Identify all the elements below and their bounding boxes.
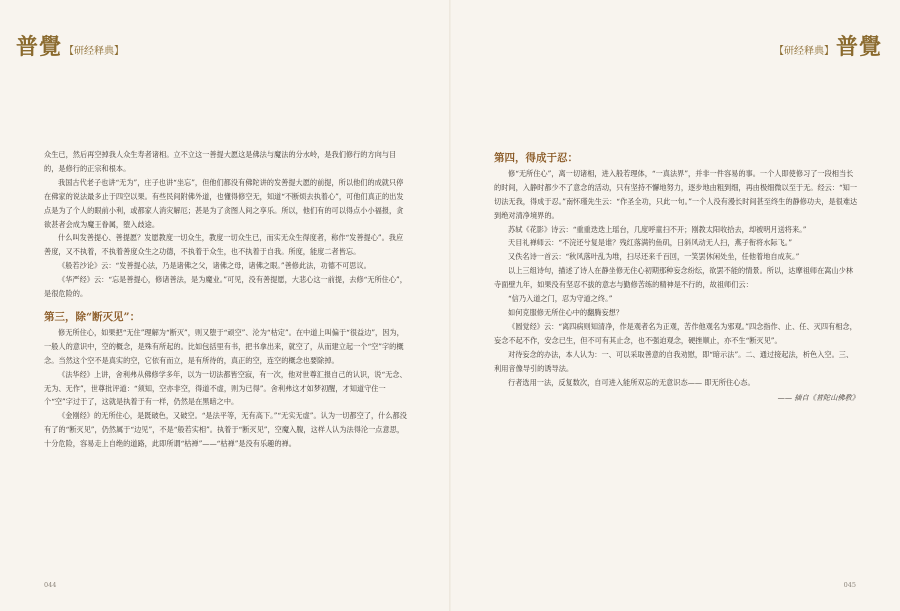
section-heading: 第三，除“断灭见”：: [44, 310, 141, 323]
section-heading: 第四，得成于忍：: [494, 152, 578, 164]
paragraph: 以上三组诗句，描述了诗人在静坐修无住心初期那种妄念纷纭，欲罢不能的情景。所以，达摩祖师在嵩山少林寺面壁九年，如果没有坚忍不拔的意志与勤修苦练的精神是不行的，故祖师们云：: [494, 266, 854, 290]
quote-line: “信乃入道之门，忍为守道之终。”: [508, 294, 613, 304]
left-header-brand: [16, 30, 126, 61]
paragraph: 《华严经》云：“忘是善提心，修诸善法，是为魔业。”可见，没有善提愿，大悲心这一前提，去修“无所住心”，是很危险的。: [44, 275, 407, 299]
brand-logo: 普覺: [16, 34, 63, 60]
page-number: 045: [843, 581, 856, 589]
paragraph: 《金刚经》的无所住心，是既破色，又破空。“是法平等，无有高下。”“无实无虚”。认为一切都空了，什么都没有了的“断灭见”，仍然属于“边见”，不是“般若实相”。执着于“断灭见”，空魔入腹，这样人认为法得沦一点意思，十分危险，容易走上自绝的道路，此即所谓“枯禅”——“枯禅”是没有乐趣的禅。: [44, 411, 407, 449]
paragraph: 天目礼禅师云：“不浣还兮复是谁？残红落满钓鱼矶，日斜风动无人扫，燕子衔将水际飞。”: [508, 238, 793, 248]
right-text-column: [494, 152, 859, 405]
page-number: 044: [44, 581, 57, 589]
source-citation: —— 摘自《普陀山佛教》: [777, 393, 859, 403]
section-tag: 【研经释典】: [64, 46, 125, 57]
paragraph: 《般若沙论》云：“发善提心法，乃是诸佛之父，诸佛之母，诸佛之眼。”善修此法，功德不可思议。: [58, 261, 371, 271]
paragraph: 对待妄念的办法，本人认为：一、可以采取善意的自我劝慰，即“暗示法”。二、通过接起法，析色入空。三、利用音像导引的诱导法。: [494, 349, 854, 373]
paragraph: 什么叫发善提心、善提愿？发愿教度一切众生，教度一切众生已，而实无众生得度者，称作“发善提心”。我应善度，又不执着，不执着善度众生之功德，不执着于众生，也不执着于自我。所度，能度二者皆忘。: [44, 233, 404, 257]
paragraph: 行者选用一法，反复数次，自可进入能所双忘的无意识态—— 即无所住心态。: [508, 377, 755, 387]
brand-logo: 普覺: [835, 34, 882, 60]
left-text-column: [44, 148, 409, 451]
paragraph: 又佚名诗一首云：“秋风落叶乱为堆，扫尽还来千百回，一笑罢休闲处坐，任他着地自成灰。”: [508, 252, 800, 262]
section-tag: 【研经释典】: [773, 46, 834, 57]
right-header-brand: [772, 30, 882, 61]
paragraph: 我国古代老子也讲“无为”，庄子也讲“坐忘”，但他们都没有佛陀讲的发善提大愿的前提，所以他们的成就只停在佛家的说法最多止于四空以果。有些民间附佛外道，也懂得修空无，知道“不断烦去执着心”，可他们真正的出发点是为了个人的眼前小利，或都家人消灾解厄；甚是为了贪图人间之享乐。所以，他们有的可以得点小小福报，贪欲甚者会成为魔王眷属，堕入歧途。: [44, 177, 404, 229]
paragraph: 《圆觉经》云：“离四病则知清净，作是观者名为正观，苦作他观名为邪观。”四念指作、止、任、灭四有相念，妄念不起不作，安念已生，但不可有其止念，也不强迫观念，硬挫顺止，亦不生“断灭见”。: [494, 321, 857, 345]
right-page: [450, 0, 900, 611]
paragraph: 如何克服修无所住心中的翻腾妄想？: [508, 307, 624, 317]
paragraph: 《法华经》上讲，舍利弗从佛修学多年，以为一切法都皆空寂，有一次，他对世尊汇报自己的认识，说“无念、无为、无作”，世尊批评道：“须知，空亦非空，得道不虚，则为已得”。舍利弗这才如梦初醒，才知道守住一个“空”字过于了，这就是执着于有一样，仍然是在黑暗之中。: [44, 369, 407, 407]
paragraph: 众生已，然后再空掉我人众生寿者诸相。立不立这一善提大愿这是佛法与魔法的分水岭，是我们修行的方向与目的，是修行的正宗和根本。: [44, 150, 397, 173]
paragraph: 修“无所住心”，离一切诸相，进入般若理体，“一真法界”，并非一件容易的事。一个人即使修习了一段相当长的时间，入静时都少不了意念的活动，只有坚持不懈地努力，逐步地由粗到细，再由极细微以至于无。经云：“知一切法无我，得成于忍。”南怀瑾先生云：“作圣全功，只此一句。”一个人没有漫长时间甚至终生的静修功夫，是很难达到绝对清净境界的。: [494, 168, 858, 220]
paragraph: 苏轼《花影》诗云：“重重迭迭上瑶台，几度呼童扫不开；刚教太阳收拾去，却被明月送将来。”: [508, 224, 807, 234]
paragraph: 修无所住心，如果把“无住”理解为“断灭”，则又堕于“顽空”、沦为“枯定”。在中道上叫偏于“很益边”，因为，一般人的意识中，空的概念，是殊有所起的。比如包括里有书，把书拿出来，就空了，从而建立起一个“空”字的概念。当然这个空不是真实的空，它依有而立，是有所待的，真正的空，连空的概念也要除掉。: [44, 327, 404, 365]
